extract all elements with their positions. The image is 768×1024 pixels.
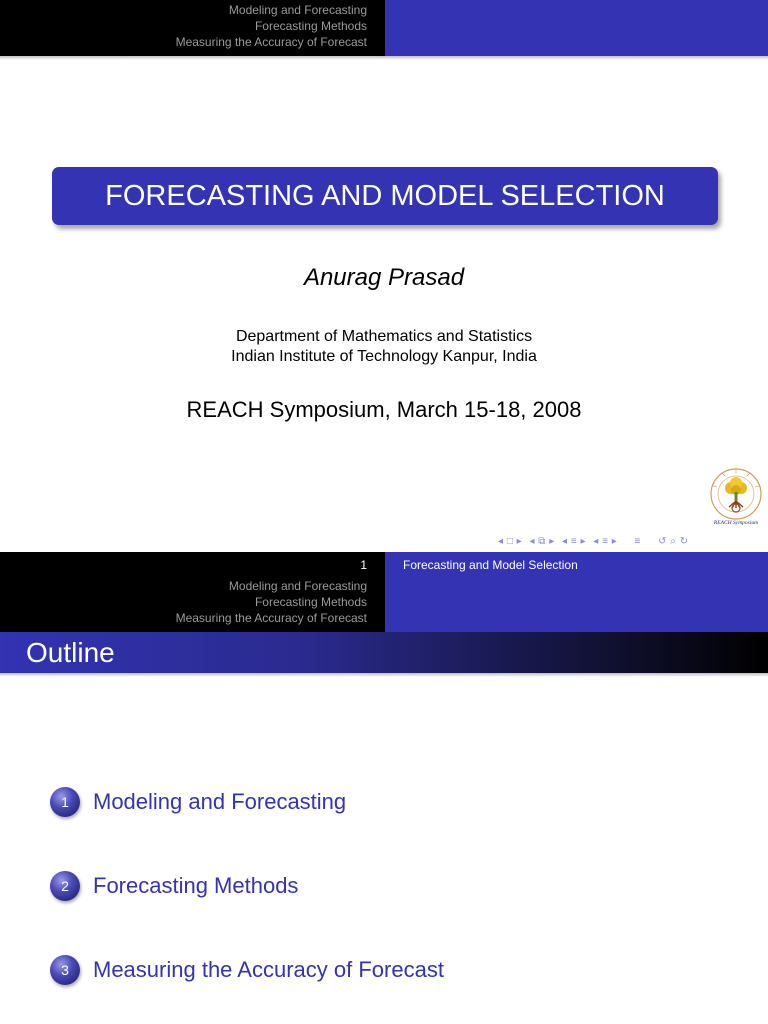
nav-next-slide-icon[interactable]: ▸: [516, 536, 522, 547]
nav-forward-icon[interactable]: ↻: [679, 536, 689, 547]
outline-slide: [0, 552, 768, 1024]
institute: [0, 327, 768, 367]
short-title: Forecasting and Model Selection: [403, 558, 578, 572]
section-navigation: [0, 552, 385, 632]
headline-bar: [0, 552, 768, 632]
nav-next-section-icon[interactable]: ▸: [611, 536, 617, 547]
section-link-methods[interactable]: Forecasting Methods: [254, 19, 367, 33]
frame-title-shadow: [0, 673, 768, 677]
toc-item-2[interactable]: [50, 870, 298, 902]
nav-frame-icon[interactable]: ⧉: [538, 536, 546, 547]
nav-search-icon[interactable]: ⌕: [670, 536, 676, 547]
author-name: Anurag Prasad: [303, 264, 465, 291]
toc-label[interactable]: Modeling and Forecasting: [93, 789, 347, 814]
nav-subsection-icon[interactable]: ≡: [570, 536, 577, 547]
headline-right-block: [385, 552, 768, 632]
toc-number-ball: 2: [50, 871, 80, 901]
nav-next-frame-icon[interactable]: ▸: [549, 536, 555, 547]
toc-label[interactable]: Measuring the Accuracy of Forecast: [93, 957, 444, 982]
nav-prev-section-icon[interactable]: ◂: [593, 536, 599, 547]
nav-prev-frame-icon[interactable]: ◂: [529, 536, 535, 547]
presentation-title: FORECASTING AND MODEL SELECTION: [52, 167, 718, 225]
toc-number-ball: 3: [50, 955, 80, 985]
headline-right-block: [385, 0, 768, 56]
nav-first-icon[interactable]: □: [506, 536, 513, 547]
svg-text:REACH Symposium: REACH Symposium: [713, 520, 759, 526]
toc-item-1[interactable]: [50, 786, 346, 818]
nav-prev-subsection-icon[interactable]: ◂: [562, 536, 568, 547]
section-link-accuracy[interactable]: Measuring the Accuracy of Forecast: [175, 611, 367, 625]
iit-kanpur-logo: [706, 466, 766, 526]
toc-item-3[interactable]: [50, 954, 444, 986]
section-link-modeling[interactable]: Modeling and Forecasting: [228, 579, 367, 593]
headline-bar: [0, 0, 768, 56]
nav-section-icon[interactable]: ≡: [602, 536, 608, 547]
nav-prev-slide-icon[interactable]: ◂: [498, 536, 504, 547]
headline-shadow: [0, 56, 768, 60]
event-date: REACH Symposium, March 15-18, 2008: [186, 397, 582, 422]
frame-title-bar: [0, 632, 768, 673]
section-link-methods[interactable]: Forecasting Methods: [254, 595, 367, 609]
institute-department: Department of Mathematics and Statistics: [235, 328, 533, 345]
nav-back-icon[interactable]: ↺: [658, 536, 667, 547]
slide-number: 1: [360, 558, 367, 572]
toc-label[interactable]: Forecasting Methods: [93, 873, 299, 898]
toc-number-ball: 1: [50, 787, 80, 817]
institute-university: Indian Institute of Technology Kanpur, India: [231, 348, 537, 365]
section-link-modeling[interactable]: Modeling and Forecasting: [228, 3, 367, 17]
nav-toc-icon[interactable]: ≡: [634, 536, 641, 547]
nav-next-subsection-icon[interactable]: ▸: [580, 536, 586, 547]
frame-title: Outline: [26, 637, 115, 668]
section-navigation: [0, 0, 385, 56]
section-link-accuracy[interactable]: Measuring the Accuracy of Forecast: [175, 35, 367, 49]
beamer-navigation: [498, 535, 768, 549]
